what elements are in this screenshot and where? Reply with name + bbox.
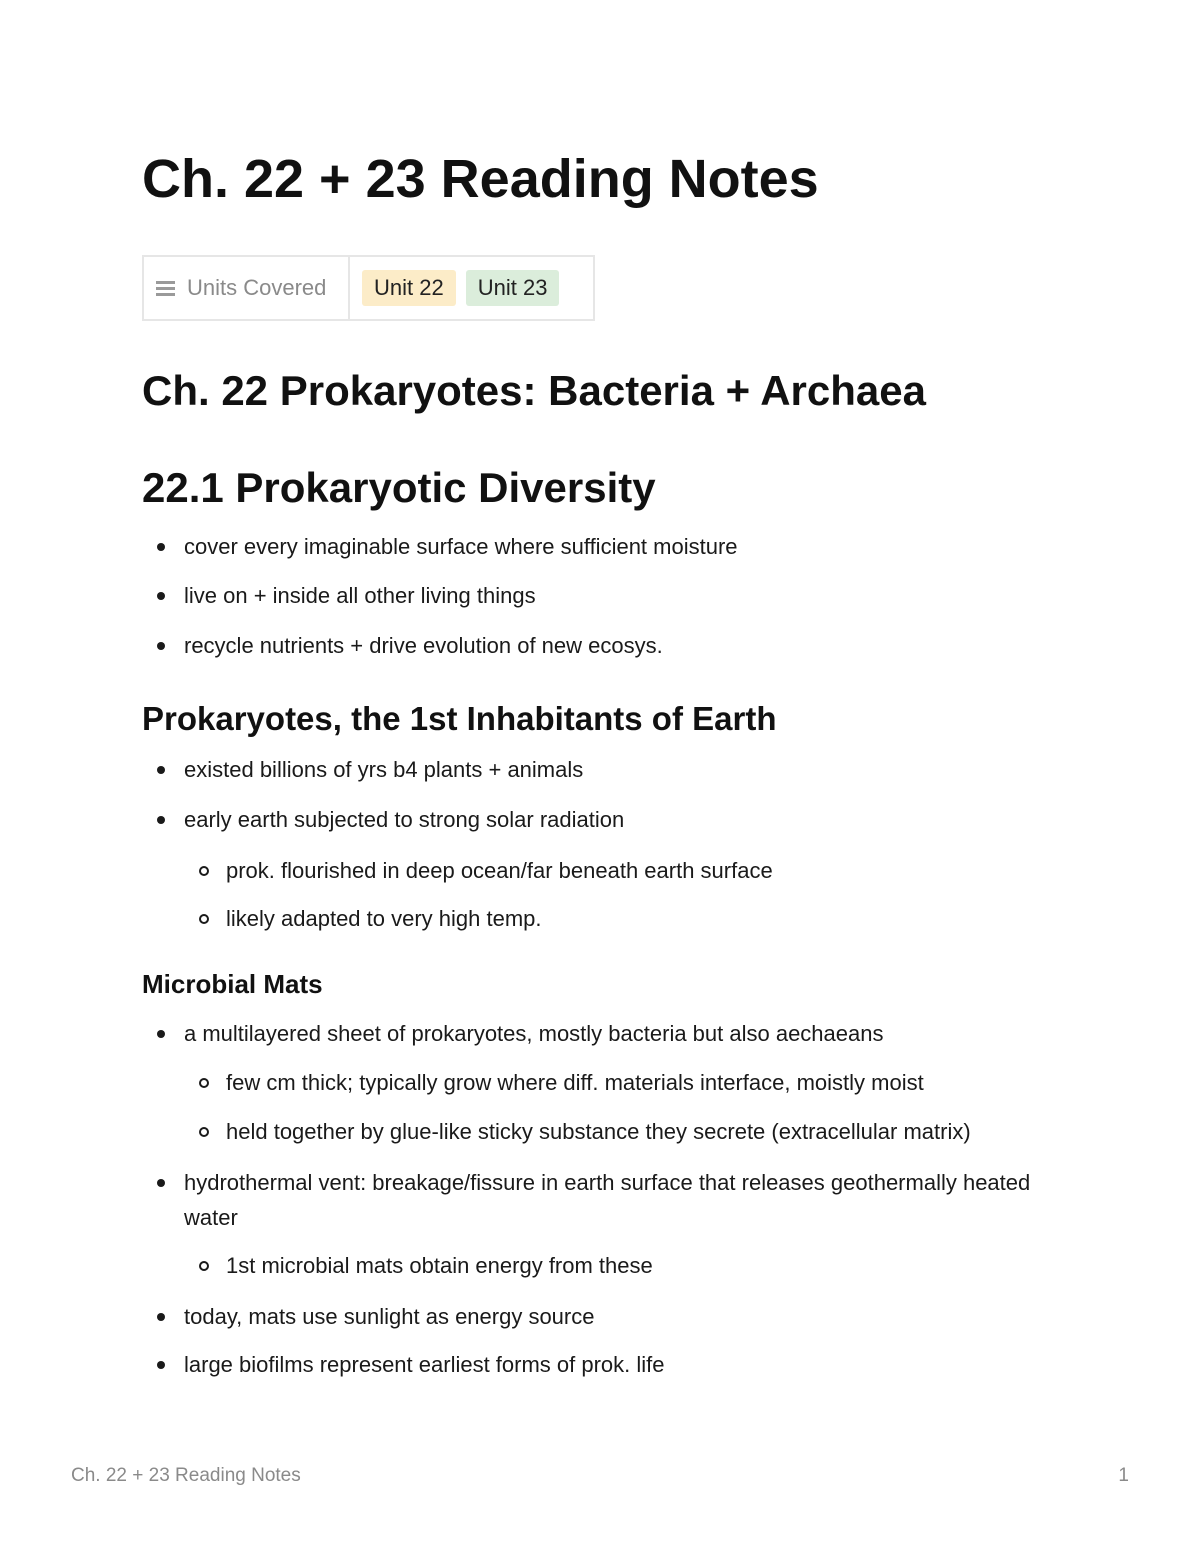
list-item: early earth subjected to strong solar radiation xyxy=(184,802,1044,837)
tag-unit-23[interactable]: Unit 23 xyxy=(466,270,560,306)
list-item-nested: likely adapted to very high temp. xyxy=(226,901,1046,936)
bullet-icon xyxy=(157,1179,165,1187)
bullet-icon xyxy=(157,543,165,551)
list-item-nested: few cm thick; typically grow where diff. materials interface, moistly moist xyxy=(226,1065,1046,1100)
page-title: Ch. 22 + 23 Reading Notes xyxy=(142,149,819,209)
list-item-nested: held together by glue-like sticky substance they secrete (extracellular matrix) xyxy=(226,1114,1046,1149)
properties-table xyxy=(142,255,595,321)
property-name-cell xyxy=(144,257,350,319)
page-number: 1 xyxy=(1118,1465,1129,1486)
circle-bullet-icon xyxy=(199,1078,209,1088)
list-item: a multilayered sheet of prokaryotes, mostly bacteria but also aechaeans xyxy=(184,1016,1044,1051)
bullet-icon xyxy=(157,1313,165,1321)
footer-title: Ch. 22 + 23 Reading Notes xyxy=(71,1465,301,1486)
list-item: existed billions of yrs b4 plants + animals xyxy=(184,752,1044,787)
circle-bullet-icon xyxy=(199,1127,209,1137)
list-item-nested: prok. flourished in deep ocean/far beneath earth surface xyxy=(226,853,1046,888)
list-item-nested: 1st microbial mats obtain energy from these xyxy=(226,1248,1046,1283)
bullet-icon xyxy=(157,1030,165,1038)
circle-bullet-icon xyxy=(199,866,209,876)
circle-bullet-icon xyxy=(199,914,209,924)
bullet-icon xyxy=(157,1361,165,1369)
list-icon xyxy=(156,278,175,299)
list-item: today, mats use sunlight as energy source xyxy=(184,1299,1044,1334)
list-item: large biofilms represent earliest forms of prok. life xyxy=(184,1347,1044,1382)
property-name-label: Units Covered xyxy=(187,275,327,300)
list-item: cover every imaginable surface where sufficient moisture xyxy=(184,529,1044,564)
list-item: recycle nutrients + drive evolution of new ecosys. xyxy=(184,628,1044,663)
bullet-icon xyxy=(157,592,165,600)
bullet-icon xyxy=(157,816,165,824)
section-heading-microbial-mats: Microbial Mats xyxy=(142,969,323,999)
list-item: live on + inside all other living things xyxy=(184,578,1044,613)
section-heading-first-inhabitants: Prokaryotes, the 1st Inhabitants of Earth xyxy=(142,700,777,737)
property-value-cell[interactable] xyxy=(350,257,593,319)
chapter-heading: Ch. 22 Prokaryotes: Bacteria + Archaea xyxy=(142,367,926,414)
section-heading-prokaryotic-diversity: 22.1 Prokaryotic Diversity xyxy=(142,464,656,511)
list-item: hydrothermal vent: breakage/fissure in earth surface that releases geothermally heated water xyxy=(184,1165,1044,1235)
tag-unit-22[interactable]: Unit 22 xyxy=(362,270,456,306)
bullet-icon xyxy=(157,766,165,774)
circle-bullet-icon xyxy=(199,1261,209,1271)
bullet-icon xyxy=(157,642,165,650)
